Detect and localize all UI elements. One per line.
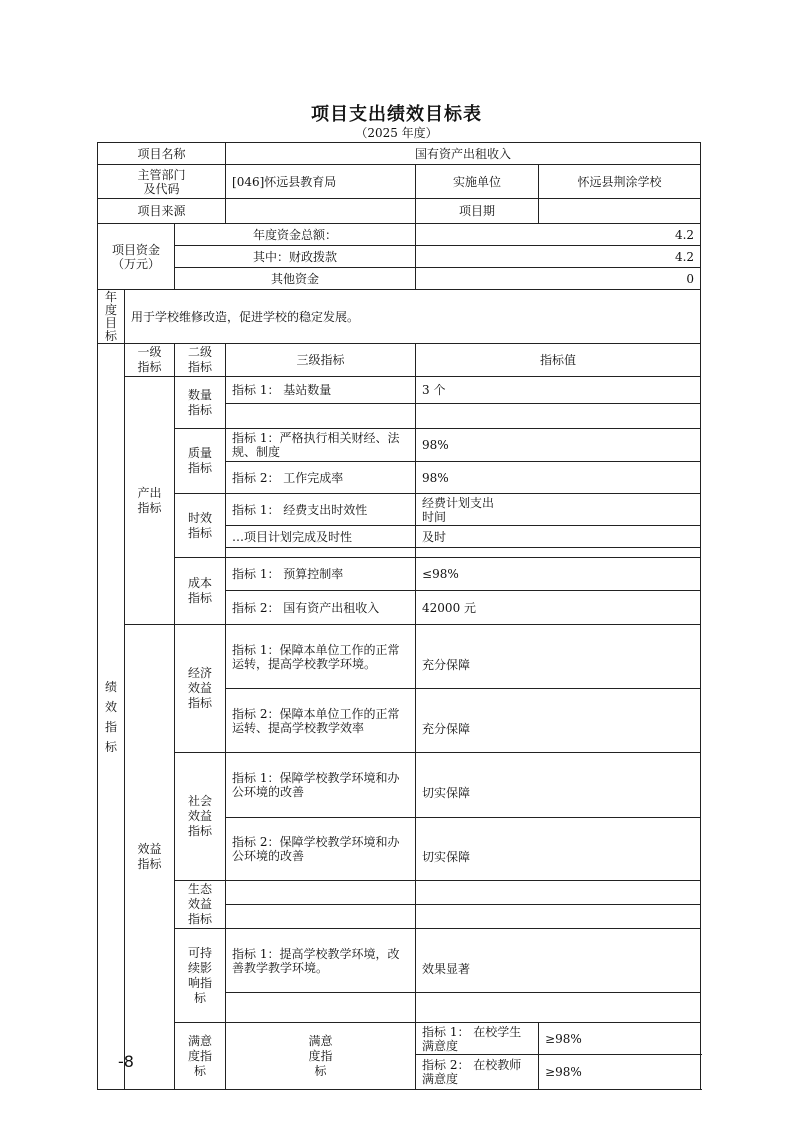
indicator-value: 效果显著 [416,929,701,993]
project-source-value [226,199,416,224]
indicator-value: 42000 元 [416,591,701,625]
timeliness-indicators-label: 时效指标 [175,494,226,558]
indicator-value: 经费计划支出时间 [416,494,701,526]
funds-row-fiscal [98,246,701,268]
performance-indicators-label-text: 绩效指标 [104,679,117,754]
indicator-value: ≤98% [416,558,701,591]
annual-goal-text: 用于学校维修改造，促进学校的稳定发展。 [125,290,701,344]
indicator-value: 充分保障 [416,625,701,689]
annual-goal-row [98,290,701,344]
col-level3-header: 三级指标 [226,344,416,377]
funds-total-label: 年度资金总额： [175,224,416,246]
indicator-value: 充分保障 [416,689,701,753]
department-row [98,165,701,199]
indicator-name: 指标 1：提高学校教学环境，改善教学教学环境。 [226,929,416,993]
indicator-name: 指标 1： 基站数量 [226,377,416,404]
table-row [98,494,701,526]
table-row [98,929,701,993]
indicator-name [226,404,416,429]
performance-indicators-label [98,344,125,1090]
indicator-value: ≥98% [539,1023,701,1055]
indicator-name: 指标 2： 国有资产出租收入 [226,591,416,625]
indicator-name: 指标 1： 经费支出时效性 [226,494,416,526]
table-row [98,429,701,462]
project-period-label: 项目期 [416,199,539,224]
indicator-value: 切实保障 [416,753,701,818]
funds-label [98,224,175,290]
indicator-value: 98% [416,462,701,494]
indicator-name: 指标 1： 预算控制率 [226,558,416,591]
department-label [98,165,226,199]
col-level1-header: 一级指标 [125,344,175,377]
project-name-value: 国有资产出租收入 [226,143,701,165]
indicator-name [226,993,416,1023]
indicator-value [416,881,701,905]
indicator-name: 指标 2：保障学校教学环境和办公环境的改善 [226,818,416,881]
indicator-value: 3 个 [416,377,701,404]
indicator-value [416,993,701,1023]
indicator-name: 指标 1：保障本单位工作的正常运转，提高学校教学环境。 [226,625,416,689]
indicator-value [416,404,701,429]
output-indicators-label: 产出指标 [125,377,175,625]
col-value-header: 指标值 [416,344,701,377]
funds-label-line2: （万元） [111,256,160,271]
funds-label-line1: 项目资金 [111,242,160,257]
department-label-line2: 及代码 [143,181,180,196]
implementing-unit-value: 怀远县荆涂学校 [539,165,701,199]
project-source-row [98,199,701,224]
table-row [98,625,701,689]
economic-benefit-label: 经济效益指标 [175,625,226,753]
quantity-indicators-label: 数量指标 [175,377,226,429]
indicator-name: 指标 1：保障学校教学环境和办公环境的改善 [226,753,416,818]
cost-indicators-label: 成本指标 [175,558,226,625]
col-level2-header: 二级指标 [175,344,226,377]
indicator-value [416,905,701,929]
annual-goal-label-text: 年度目标 [104,289,117,343]
benefit-indicators-label: 效益指标 [125,625,175,1090]
indicator-value: 及时 [416,526,701,548]
indicator-name [226,548,416,558]
table-row [98,753,701,818]
indicator-value: ≥98% [539,1055,701,1090]
funds-fiscal-label: 其中：财政拨款 [175,246,416,268]
page-title: 项目支出绩效目标表 [311,104,482,125]
funds-other-value: 0 [416,268,701,290]
indicator-name [226,905,416,929]
department-label-line1: 主管部门 [137,167,186,182]
funds-total-value: 4.2 [416,224,701,246]
annual-goal-label [98,290,125,344]
satisfaction-l2-label: 满意度指标 [226,1023,416,1090]
indicator-name: 指标 1：严格执行相关财经、法规、制度 [226,429,416,462]
table-row [98,881,701,905]
indicator-name [226,881,416,905]
quality-indicators-label: 质量指标 [175,429,226,494]
indicator-value [416,548,701,558]
indicator-name: 指标 2： 工作完成率 [226,462,416,494]
indicator-header-row [98,344,701,377]
project-name-label: 项目名称 [98,143,226,165]
performance-target-table [97,142,701,1090]
funds-row-other [98,268,701,290]
project-period-value [539,199,701,224]
implementing-unit-label: 实施单位 [416,165,539,199]
ecological-benefit-label: 生态效益指标 [175,881,226,929]
indicator-value: 切实保障 [416,818,701,881]
indicator-value: 98% [416,429,701,462]
satisfaction-l1-label: 满意度指标 [175,1023,226,1090]
social-benefit-label: 社会效益指标 [175,753,226,881]
indicator-name: …项目计划完成及时性 [226,526,416,548]
table-row [98,1023,701,1055]
indicator-name: 指标 2：保障本单位工作的正常运转、提高学校教学效率 [226,689,416,753]
table-row [98,558,701,591]
page-subtitle: （2025 年度） [355,126,438,140]
funds-row-total [98,224,701,246]
page-number: -8 [118,1052,134,1071]
indicator-name: 指标 2： 在校教师满意度 [416,1055,539,1090]
funds-other-label: 其他资金 [175,268,416,290]
funds-fiscal-value: 4.2 [416,246,701,268]
department-value: [046]怀远县教育局 [226,165,416,199]
table-row [98,377,701,404]
project-source-label: 项目来源 [98,199,226,224]
indicator-name: 指标 1： 在校学生满意度 [416,1023,539,1055]
sustainable-impact-label: 可持续影响指标 [175,929,226,1023]
project-name-row [98,143,701,165]
